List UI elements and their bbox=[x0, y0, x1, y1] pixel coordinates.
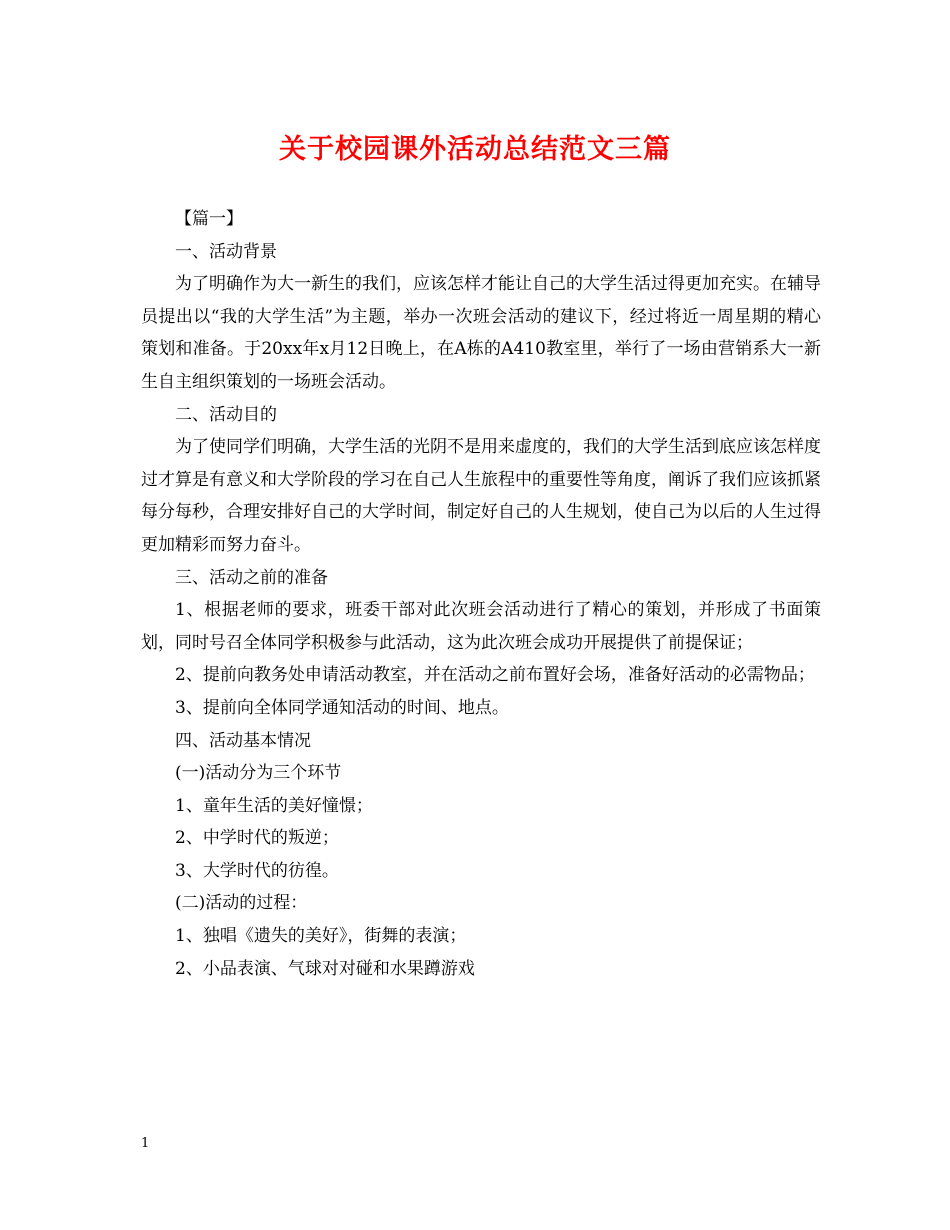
list-item: 3、提前向全体同学通知活动的时间、地点。 bbox=[175, 697, 509, 718]
page-number: 1 bbox=[141, 1136, 150, 1151]
list-item: 2、提前向教务处申请活动教室，并在活动之前布置好会场，准备好活动的必需物品； bbox=[175, 665, 815, 686]
heading-basic-info: 四、活动基本情况 bbox=[175, 730, 311, 751]
list-item: 1、独唱《遗失的美好》，街舞的表演； bbox=[175, 926, 467, 947]
heading-background: 一、活动背景 bbox=[175, 241, 277, 262]
subheading-stages: (一)活动分为三个环节 bbox=[175, 763, 342, 784]
document-body bbox=[141, 203, 821, 985]
document-title: 关于校园课外活动总结范文三篇 bbox=[279, 134, 671, 165]
heading-purpose: 二、活动目的 bbox=[175, 404, 277, 425]
section-marker: 【篇一】 bbox=[175, 209, 243, 229]
subheading-process: (二)活动的过程： bbox=[175, 893, 308, 914]
paragraph-background: 为了明确作为大一新生的我们，应该怎样才能让自己的大学生活过得更加充实。在辅导员提出以“我的大学生活”为主题，举办一次班会活动的建议下，经过将近一周星期的精心策划和准备。于20xx年x月12日晚上，在A栋的A410教室里，举行了一场由营销系大一新生自主组织策划的一场班会活动。 bbox=[141, 274, 821, 392]
paragraph-purpose: 为了使同学们明确，大学生活的光阴不是用来虚度的，我们的大学生活到底应该怎样度过才算是有意义和大学阶段的学习在自己人生旅程中的重要性等角度，阐诉了我们应该抓紧每分每秒，合理安排好自己的大学时间，制定好自己的人生规划，使自己为以后的人生过得更加精彩而努力奋斗。 bbox=[141, 437, 821, 555]
list-item: 1、根据老师的要求，班委干部对此次班会活动进行了精心的策划，并形成了书面策划，同时号召全体同学积极参与此活动，这为此次班会成功开展提供了前提保证； bbox=[141, 600, 821, 653]
list-item: 2、小品表演、气球对对碰和水果蹲游戏 bbox=[175, 958, 475, 979]
list-item: 1、童年生活的美好憧憬； bbox=[175, 795, 373, 816]
list-item: 3、大学时代的彷徨。 bbox=[175, 860, 339, 881]
list-item: 2、中学时代的叛逆； bbox=[175, 828, 339, 849]
heading-preparation: 三、活动之前的准备 bbox=[175, 567, 328, 588]
